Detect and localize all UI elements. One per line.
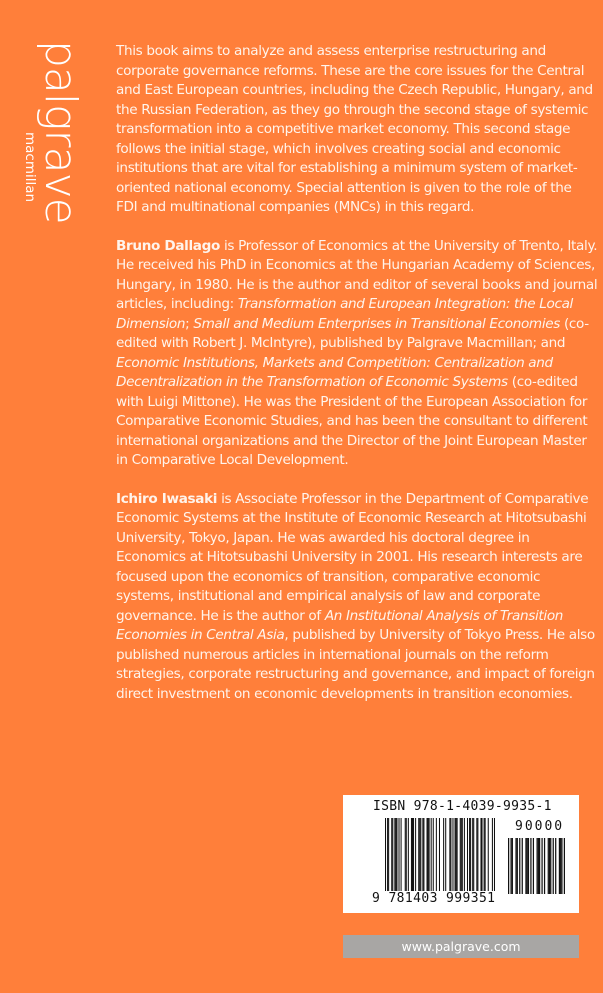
book-description bbox=[116, 42, 600, 218]
text-line bbox=[116, 295, 600, 315]
text-line bbox=[116, 548, 600, 568]
text-run: systems, institutional and empirical analysis of law and corporate bbox=[116, 588, 541, 604]
book-title: Economic Institutions, Markets and Competition: Centralization and bbox=[116, 354, 553, 371]
text-run: edited with Robert J. McIntyre), published by Palgrave Macmillan; and bbox=[116, 335, 566, 351]
addon-barcode-bars bbox=[508, 838, 565, 902]
text-line bbox=[116, 432, 600, 452]
isbn-barcode bbox=[343, 795, 579, 913]
text-line bbox=[116, 451, 600, 471]
text-line: follows the initial stage, which involves creating social and economic bbox=[116, 140, 561, 157]
text-run: ; bbox=[185, 315, 194, 332]
back-cover-text bbox=[116, 42, 600, 723]
text-line: and East European countries, including the Czech Republic, Hungary, and bbox=[116, 82, 593, 98]
book-title: Decentralization in the Transformation of Economic Systems bbox=[116, 374, 508, 390]
author-bio-iwasaki bbox=[116, 490, 600, 705]
text-line bbox=[116, 685, 600, 705]
book-title: Small and Medium Enterprises in Transitional Economies bbox=[193, 315, 560, 332]
text-line bbox=[116, 568, 600, 588]
publisher-logo bbox=[0, 0, 110, 240]
book-title: Transformation and European Integration: the Local bbox=[237, 296, 573, 312]
publisher-website: www.palgrave.com bbox=[343, 935, 579, 958]
text-line bbox=[116, 276, 600, 296]
text-run: in Comparative Local Development. bbox=[116, 452, 349, 468]
text-line bbox=[116, 256, 600, 276]
text-run: University, Tokyo, Japan. He was awarded his doctoral degree in bbox=[116, 529, 530, 546]
text-run: (co- bbox=[560, 315, 589, 332]
text-run: published numerous articles in international journals on the reform bbox=[116, 646, 549, 663]
text-line bbox=[116, 626, 600, 646]
text-run: Hungary, in 1980. He is the author and editor of several books and journal bbox=[116, 276, 598, 293]
text-line bbox=[116, 490, 600, 510]
author-name: Ichiro Iwasaki bbox=[116, 490, 218, 507]
text-run: , published by University of Tokyo Press. He also bbox=[284, 627, 595, 643]
text-line bbox=[116, 315, 600, 335]
text-line: corporate governance reforms. These are the core issues for the Central bbox=[116, 62, 585, 79]
text-line bbox=[116, 373, 600, 393]
text-run: strategies, corporate restructuring and governance, and impact of foreign bbox=[116, 666, 595, 682]
text-run: focused upon the economics of transition, comparative economic bbox=[116, 568, 541, 585]
text-run: with Luigi Mittone). He was the President of the European Association for bbox=[116, 393, 588, 410]
text-line: FDI and multinational companies (MNCs) in this regard. bbox=[116, 199, 475, 215]
author-bio-dallago bbox=[116, 237, 600, 471]
text-line bbox=[116, 646, 600, 666]
text-line bbox=[116, 607, 600, 627]
text-line bbox=[116, 529, 600, 549]
author-name: Bruno Dallago bbox=[116, 237, 220, 254]
text-line bbox=[116, 587, 600, 607]
isbn-label: ISBN 978-1-4039-9935-1 bbox=[373, 799, 552, 814]
text-run: Comparative Economic Studies, and has been the consultant to different bbox=[116, 413, 588, 429]
book-title: Dimension bbox=[116, 315, 186, 332]
text-line: This book aims to analyze and assess enterprise restructuring and bbox=[116, 43, 546, 59]
text-line bbox=[116, 354, 600, 374]
text-line bbox=[116, 665, 600, 685]
price-addon-number: 90000 bbox=[515, 819, 565, 834]
text-run: international organizations and the Director of the Joint European Master bbox=[116, 432, 587, 449]
logo-macmillan: macmillan bbox=[22, 132, 38, 203]
book-title: Economies in Central Asia bbox=[116, 627, 285, 643]
text-run: is Professor of Economics at the University of Trento, Italy. bbox=[219, 237, 598, 254]
text-run: articles, including: bbox=[116, 296, 238, 312]
text-run: governance. He is the author of bbox=[116, 607, 325, 624]
text-line: institutions that are vital for establishing a minimum system of market- bbox=[116, 160, 578, 176]
text-run: is Associate Professor in the Department of Comparative bbox=[217, 490, 589, 507]
logo-palgrave: palgrave bbox=[35, 40, 86, 224]
text-run: Economics at Hitotsubashi University in 2001. His research interests are bbox=[116, 549, 583, 565]
text-line bbox=[116, 393, 600, 413]
text-run: Economic Systems at the Institute of Economic Research at Hitotsubashi bbox=[116, 510, 587, 526]
text-run: He received his PhD in Economics at the Hungarian Academy of Sciences, bbox=[116, 257, 595, 273]
text-line bbox=[116, 334, 600, 354]
text-line: oriented national economy. Special attention is given to the role of the bbox=[116, 179, 572, 196]
text-line: transformation into a competitive market economy. This second stage bbox=[116, 121, 571, 137]
text-line: the Russian Federation, as they go through the second stage of systemic bbox=[116, 101, 589, 118]
text-line bbox=[116, 412, 600, 432]
ean-number: 9 781403 999351 bbox=[372, 891, 496, 906]
text-line bbox=[116, 509, 600, 529]
text-line bbox=[116, 237, 600, 257]
book-title: An Institutional Analysis of Transition bbox=[324, 607, 564, 624]
text-run: (co-edited bbox=[507, 374, 578, 390]
text-run: direct investment on economic developments in transition economies. bbox=[116, 685, 573, 702]
ean-barcode-bars bbox=[385, 818, 495, 900]
